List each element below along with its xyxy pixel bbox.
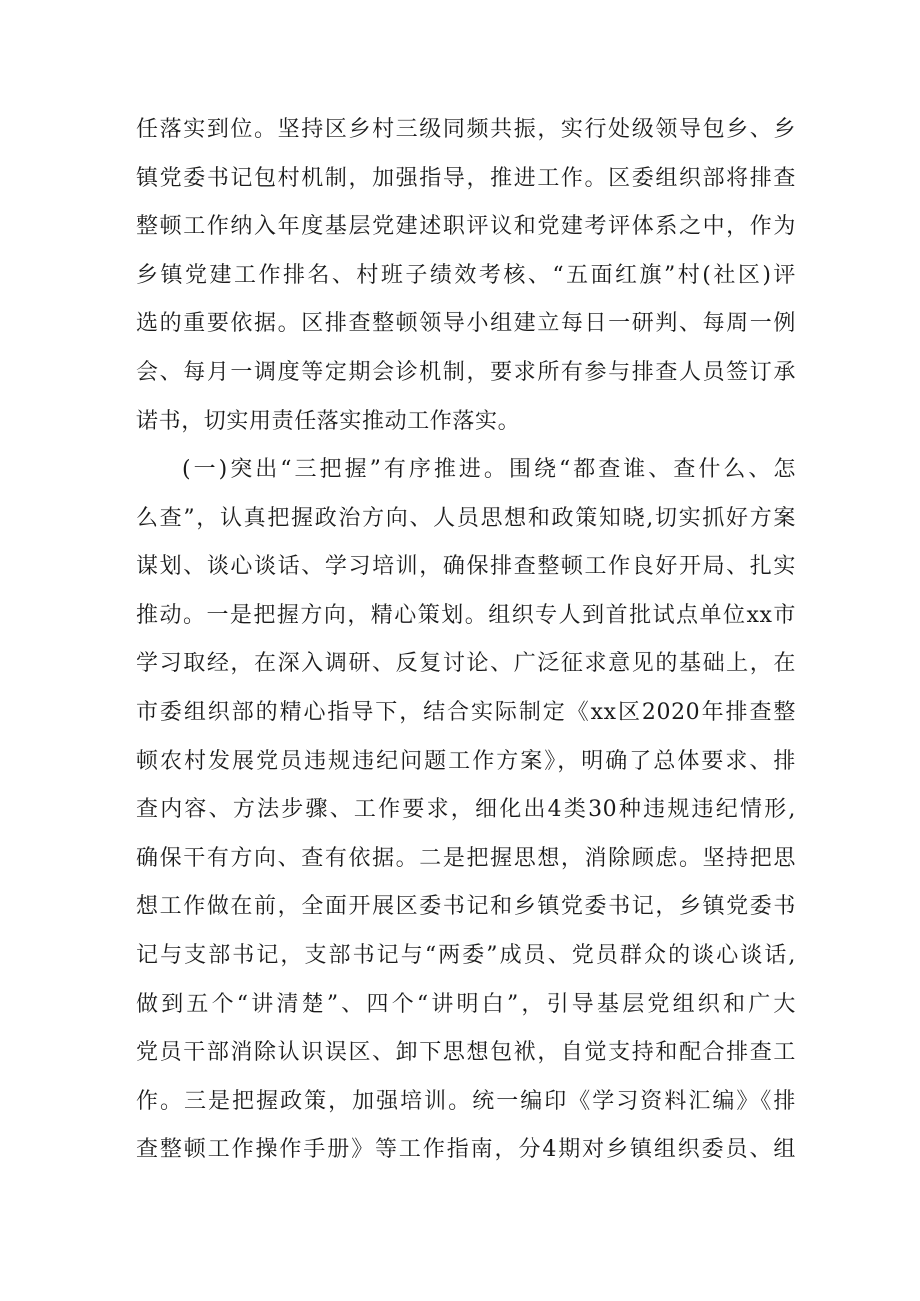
text-line: 记与支部书记，支部书记与“两委”成员、党员群众的谈心谈话, <box>136 942 796 968</box>
text-line: 作。三是把握政策，加强培训。统一编印《学习资料汇编》《排 <box>136 1088 796 1114</box>
text-line: 谋划、谈心谈话、学习培训，确保排查整顿工作良好开局、扎实 <box>136 554 796 580</box>
text-line: 整顿工作纳入年度基层党建述职评议和党建考评体系之中，作为 <box>136 214 796 240</box>
text-line: 镇党委书记包村机制，加强指导，推进工作。区委组织部将排查 <box>136 165 796 191</box>
paragraph-three-grasps <box>136 446 796 1175</box>
text-line: 做到五个“讲清楚”、四个“讲明白”，引导基层党组织和广大 <box>136 991 796 1017</box>
text-line: 乡镇党建工作排名、村班子绩效考核、“五面红旗”村(社区)评 <box>136 262 796 288</box>
text-line: 党员干部消除认识误区、卸下思想包袱，自觉支持和配合排查工 <box>136 1040 796 1066</box>
paragraph-responsibility <box>136 106 796 446</box>
text-line: 任落实到位。坚持区乡村三级同频共振，实行处级领导包乡、乡 <box>136 117 796 142</box>
text-line: 确保干有方向、查有依据。二是把握思想，消除顾虑。坚持把思 <box>136 845 796 871</box>
text-line: 查内容、方法步骤、工作要求，细化出4类30种违规违纪情形, <box>136 797 796 823</box>
text-line: 会、每月一调度等定期会诊机制，要求所有参与排查人员签订承 <box>136 359 796 385</box>
text-line: 市委组织部的精心指导下，结合实际制定《xx区2020年排查整 <box>136 699 796 725</box>
text-line: (一)突出“三把握”有序推进。围绕“都查谁、查什么、怎 <box>182 457 796 482</box>
text-line: 顿农村发展党员违规违纪问题工作方案》，明确了总体要求、排 <box>136 748 796 774</box>
text-line: 学习取经，在深入调研、反复讨论、广泛征求意见的基础上，在 <box>136 651 796 677</box>
text-line: 么查”，认真把握政治方向、人员思想和政策知晓,切实抓好方案 <box>136 505 796 531</box>
text-line: 选的重要依据。区排查整顿领导小组建立每日一研判、每周一例 <box>136 311 796 337</box>
text-line: 想工作做在前，全面开展区委书记和乡镇党委书记，乡镇党委书 <box>136 894 796 920</box>
text-line: 推动。一是把握方向，精心策划。组织专人到首批试点单位xx市 <box>136 602 796 628</box>
text-line: 诺书，切实用责任落实推动工作落实。 <box>136 408 521 434</box>
text-line: 查整顿工作操作手册》等工作指南，分4期对乡镇组织委员、组 <box>136 1137 796 1163</box>
